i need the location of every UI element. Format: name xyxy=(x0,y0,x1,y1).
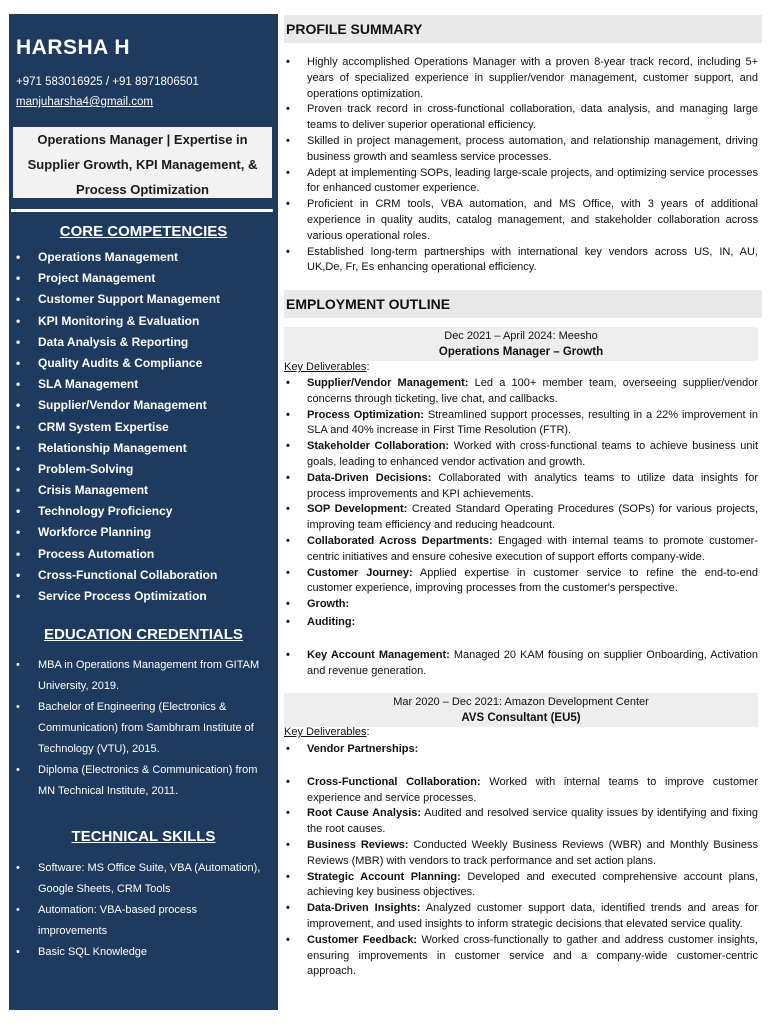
deliverable-item xyxy=(284,376,758,408)
candidate-name: HARSHA H xyxy=(16,36,131,59)
employment-heading: EMPLOYMENT OUTLINE xyxy=(284,290,762,318)
deliverable-text: Created Standard Operating Procedures (SOPs) for various projects, improving team efficiency and reducing headcount. xyxy=(307,503,758,532)
phone-number: +971 583016925 / +91 8971806501 xyxy=(16,76,199,88)
deliverable-text: Audited and resolved service quality issues by identifying and fixing the root causes. xyxy=(307,807,758,836)
competency-item: • Operations Management xyxy=(9,247,278,268)
profile-summary-item: • Skilled in project management, process automation, and relationship management, driving business growth and seamless service processes. xyxy=(284,134,758,166)
deliverable-item xyxy=(284,471,758,503)
competencies-heading: CORE COMPETENCIES xyxy=(59,223,228,240)
education-item: • MBA in Operations Management from GITAM University, 2019. xyxy=(9,655,278,697)
competency-item: • SLA Management xyxy=(9,374,278,395)
deliverable-item xyxy=(284,534,758,566)
technical-skills-heading: TECHNICAL SKILLS xyxy=(71,828,216,845)
deliverable-label: Process Optimization: xyxy=(307,408,424,421)
deliverable-label: Root Cause Analysis: xyxy=(307,807,422,820)
deliverable-label: Supplier/Vendor Management: xyxy=(307,377,469,389)
competency-item: • Workforce Planning xyxy=(9,522,278,543)
deliverable-label: Customer Feedback: xyxy=(307,933,418,946)
headline-line: Supplier Growth, KPI Management, & xyxy=(27,157,258,172)
deliverable-item xyxy=(284,615,758,631)
education-heading: EDUCATION CREDENTIALS xyxy=(44,626,243,643)
profile-summary-list xyxy=(284,55,758,276)
deliverable-item xyxy=(284,566,758,598)
competency-item: • Process Automation xyxy=(9,544,278,565)
competency-item: • Crisis Management xyxy=(9,480,278,501)
deliverable-label: Collaborated Across Departments: xyxy=(307,534,493,547)
deliverable-label: Data-Driven Insights: xyxy=(307,902,421,915)
competency-item: • Data Analysis & Reporting xyxy=(9,332,278,353)
competency-item: • Cross-Functional Collaboration xyxy=(9,565,278,586)
competency-item: • Project Management xyxy=(9,268,278,289)
job-role: AVS Consultant (EU5) xyxy=(461,712,581,724)
competency-item: • Technology Proficiency xyxy=(9,501,278,522)
deliverable-label: Strategic Account Planning: xyxy=(307,870,461,883)
competency-item: • Relationship Management xyxy=(9,438,278,459)
profile-summary-item: • Highly accomplished Operations Manager with a proven 8-year track record, including 5+ years of specialized experience in supplier/vendor management, customer support, and operations optimization. xyxy=(284,55,758,102)
deliverable-item xyxy=(284,742,758,758)
deliverable-item xyxy=(284,775,758,807)
deliverable-text: Developed and executed comprehensive account plans, achieving key business objectives. xyxy=(307,870,758,899)
deliverable-text: Collaborated with analytics teams to utilize data insights for process improvements and KPI achievements. xyxy=(307,471,758,500)
competency-item: • KPI Monitoring & Evaluation xyxy=(9,311,278,332)
technical-skill-item: • Automation: VBA-based process improvements xyxy=(9,900,278,942)
deliverable-text: Streamlined support processes, resulting in a 22% improvement in SLA and 40% increase in First Time Resolution (FTR). xyxy=(307,408,759,437)
deliverable-item xyxy=(284,838,758,870)
deliverable-label: Vendor Partnerships: xyxy=(307,743,419,755)
deliverable-label: Data-Driven Decisions: xyxy=(307,471,432,484)
job-role: Operations Manager – Growth xyxy=(438,346,604,358)
deliverable-label: Key Account Management: xyxy=(307,648,450,661)
education-item: • Bachelor of Engineering (Electronics & Communication) from Sambhram Institute of Technology (VTU), 2015. xyxy=(9,697,278,760)
deliverable-label: Growth: xyxy=(307,598,350,611)
headline-box xyxy=(13,127,272,198)
deliverable-text: Applied expertise in customer service to refine the end-to-end customer experience, improving processes from the customer's perspective. xyxy=(307,566,758,595)
deliverable-item xyxy=(284,933,758,980)
headline-line: Process Optimization xyxy=(76,182,209,197)
key-deliverables-label: Key Deliverables: xyxy=(284,361,370,373)
profile-summary-heading: PROFILE SUMMARY xyxy=(284,15,762,43)
profile-summary-item: • Proven track record in cross-functional collaboration, data analysis, and managing large teams to deliver superior operational efficiency. xyxy=(284,102,758,134)
deliverable-label: Stakeholder Collaboration: xyxy=(307,440,450,453)
deliverable-item xyxy=(284,439,758,471)
deliverable-label: SOP Development: xyxy=(307,503,408,516)
competencies-list xyxy=(9,247,278,607)
sidebar-divider xyxy=(11,209,273,212)
technical-skill-item: • Software: MS Office Suite, VBA (Automation), Google Sheets, CRM Tools xyxy=(9,858,278,900)
education-item: • Diploma (Electronics & Communication) from MN Technical Institute, 2011. xyxy=(9,760,278,802)
deliverable-text: Engaged with internal teams to promote customer-centric initiatives and ensure cohesive execution of support efforts company-wide. xyxy=(307,534,758,563)
technical-skill-item: • Basic SQL Knowledge xyxy=(9,942,278,963)
job-deliverables-list xyxy=(284,376,758,679)
competency-item: • Supplier/Vendor Management xyxy=(9,395,278,416)
competency-item: • Customer Support Management xyxy=(9,289,278,310)
sidebar xyxy=(9,14,278,1010)
deliverable-text: Analyzed customer support data, identified trends and areas for improvement, and used insights to inform strategic decisions that elevated service quality. xyxy=(307,902,758,930)
deliverable-label: Auditing: xyxy=(307,615,356,628)
deliverable-item xyxy=(284,648,758,680)
deliverable-item xyxy=(284,901,758,933)
deliverable-item xyxy=(284,806,758,838)
email-link[interactable]: manjuharsha4@gmail.com xyxy=(16,96,153,108)
competency-item: • Problem-Solving xyxy=(9,459,278,480)
job-dates: Dec 2021 – April 2024: Meesho xyxy=(444,330,598,342)
job-dates: Mar 2020 – Dec 2021: Amazon Development Center xyxy=(393,696,649,708)
deliverable-text: Worked with internal teams to improve customer experience and service processes. xyxy=(307,775,759,804)
profile-summary-item: • Adept at implementing SOPs, leading large-scale projects, and optimizing service processes for enhanced customer experience. xyxy=(284,166,758,198)
headline-line: Operations Manager | Expertise in xyxy=(37,132,248,147)
job-deliverables-list xyxy=(284,742,758,980)
deliverable-text: Worked with cross-functional teams to achieve business unit goals, leading to enhanced vendor activation and growth. xyxy=(307,440,758,468)
education-list xyxy=(9,655,278,802)
deliverable-text: Managed 20 KAM fousing on supplier Onboarding, Activation and revenue generation. xyxy=(307,648,758,677)
deliverable-item xyxy=(284,597,758,613)
deliverable-text: Conducted Weekly Business Reviews (WBR) and Monthly Business Reviews (MBR) with vendors to track performance and set action plans. xyxy=(307,838,758,867)
deliverable-item xyxy=(284,502,758,534)
technical-skills-list xyxy=(9,858,278,963)
deliverable-item xyxy=(284,408,758,440)
deliverable-label: Business Reviews: xyxy=(307,838,409,851)
deliverable-text: Led a 100+ member team, overseeing supplier/vendor concerns through ticketing, live chat, and callbacks. xyxy=(307,377,758,405)
deliverable-item xyxy=(284,870,758,902)
deliverable-label: Customer Journey: xyxy=(307,566,413,579)
job-header xyxy=(284,327,758,361)
profile-summary-item: • Established long-term partnerships with international key vendors across US, IN, AU, UK,De, Fr, Es enhancing operational efficiency. xyxy=(284,245,758,277)
job-header xyxy=(284,693,758,727)
deliverable-text: Worked cross-functionally to gather and address customer insights, ensuring improvements in customer service and a company-wide customer-centric approach. xyxy=(307,933,758,978)
competency-item: • Quality Audits & Compliance xyxy=(9,353,278,374)
deliverable-label: Cross-Functional Collaboration: xyxy=(307,775,481,788)
profile-summary-item: • Proficient in CRM tools, VBA automation, and MS Office, with 3 years of additional experience in quality audits, catalog management, and stakeholder collaboration across various operational roles. xyxy=(284,197,758,244)
key-deliverables-label: Key Deliverables: xyxy=(284,726,370,738)
competency-item: • Service Process Optimization xyxy=(9,586,278,607)
competency-item: • CRM System Expertise xyxy=(9,417,278,438)
